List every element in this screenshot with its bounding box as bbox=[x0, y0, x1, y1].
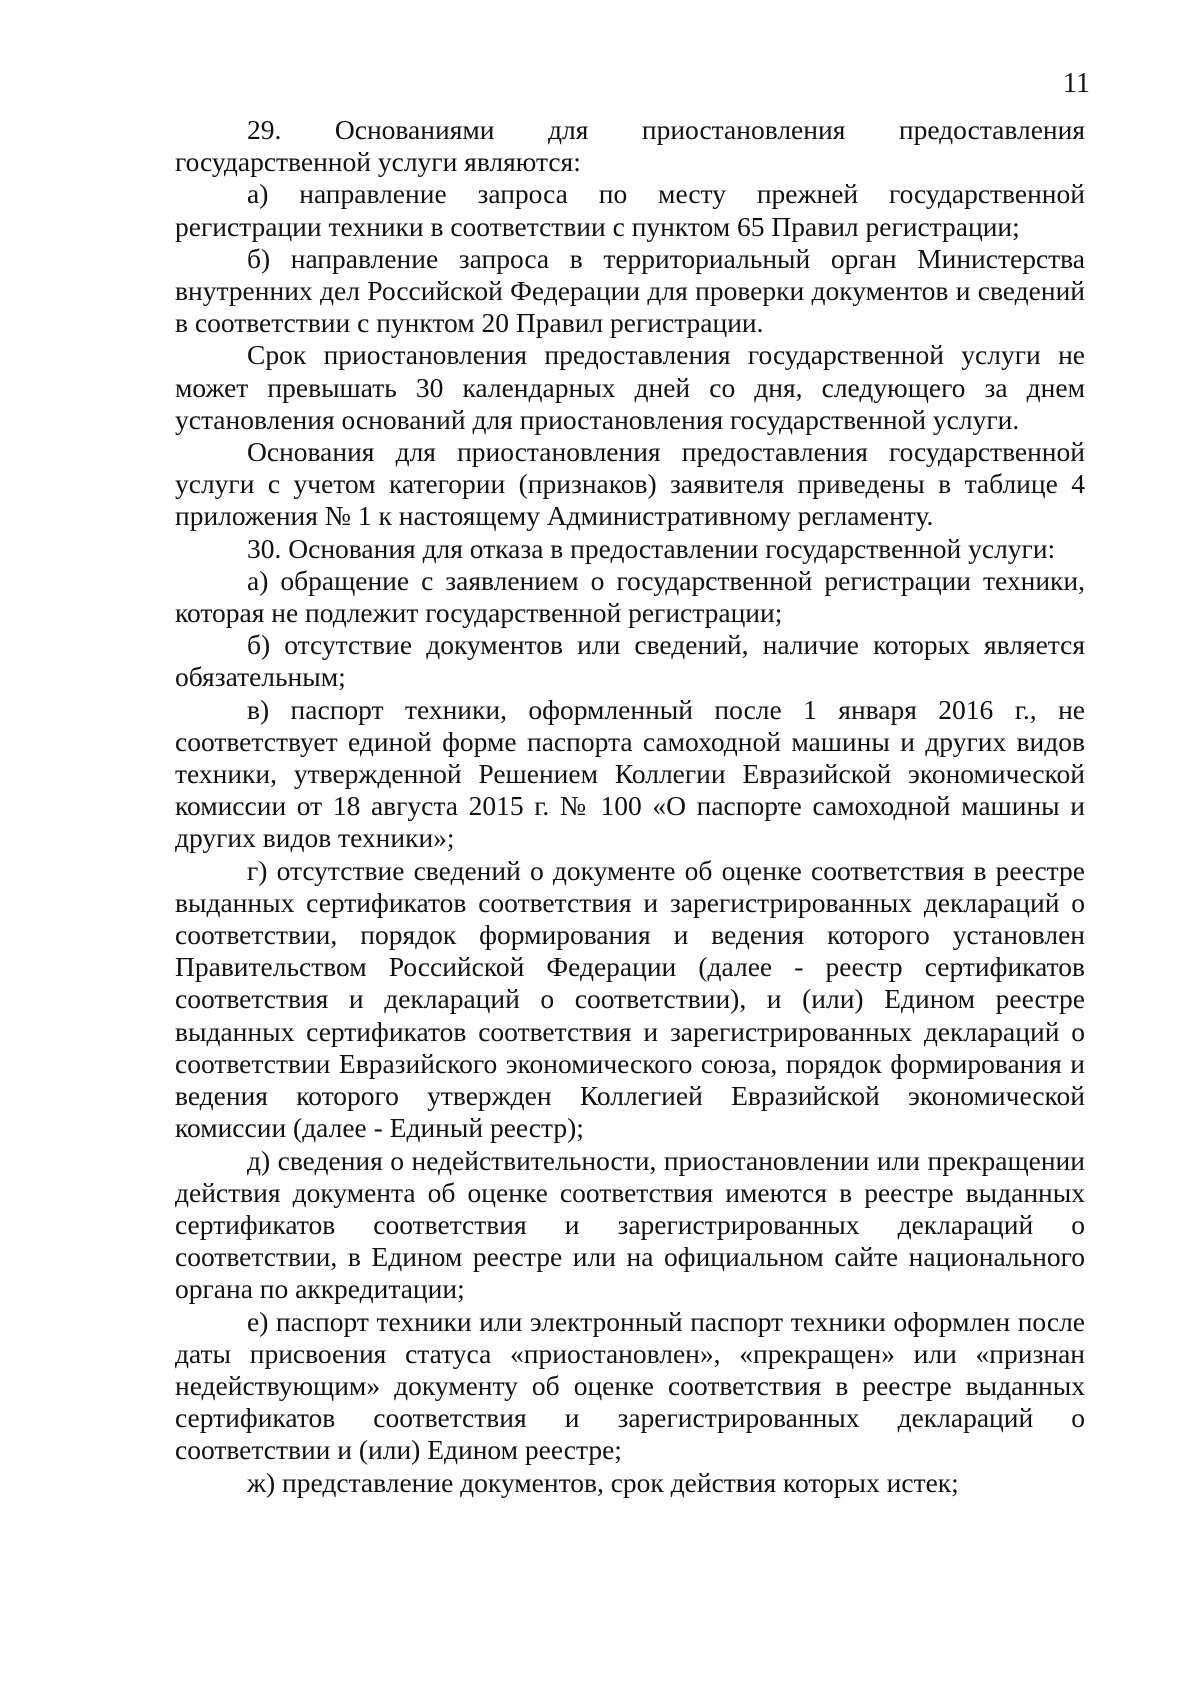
paragraph-30-v: в) паспорт техники, оформленный после 1 января 2016 г., не соответствует единой форме паспорта самоходной машины и других видов техники, утвержденной Решением Коллегии Евразийской экономической комиссии от 18 августа 2015 г. № 100 «О паспорте самоходной машины и других видов техники»; bbox=[175, 693, 1085, 854]
paragraph-suspension-term: Срок приостановления предоставления государственной услуги не может превышать 30 календарных дней со дня, следующего за днем установления оснований для приостановления государственной услуги. bbox=[175, 339, 1085, 435]
paragraph-30-a: а) обращение с заявлением о государственной регистрации техники, которая не подлежит государственной регистрации; bbox=[175, 564, 1085, 629]
page-number: 11 bbox=[1063, 68, 1090, 99]
paragraph-30-d: д) сведения о недействительности, приостановлении или прекращении действия документа об оценке соответствия имеются в реестре выданных сертификатов соответствия и зарегистрированных деклараций о соответствии, в Едином реестре или на официальном сайте национального органа по аккредитации; bbox=[175, 1144, 1085, 1305]
paragraph-30: 30. Основания для отказа в предоставлении государственной услуги: bbox=[247, 532, 1056, 564]
paragraph-30-zh: ж) представление документов, срок действия которых истек; bbox=[247, 1466, 959, 1498]
paragraph-30-e: е) паспорт техники или электронный паспорт техники оформлен после даты присвоения статуса «приостановлен», «прекращен» или «признан недействующим» документу об оценке соответствия в реестре выданных сертификатов соответствия и зарегистрированных деклараций о соответствии и (или) Едином реестре; bbox=[175, 1305, 1085, 1466]
paragraph-30-b: б) отсутствие документов или сведений, наличие которых является обязательным; bbox=[175, 629, 1085, 693]
document-body bbox=[175, 114, 1085, 1499]
paragraph-30-g: г) отсутствие сведений о документе об оценке соответствия в реестре выданных сертификатов соответствия и зарегистрированных деклараций о соответствии, порядок формирования и ведения которого установлен Правительством Российской Федерации (далее - реестр сертификатов соответствия и деклараций о соответствии), и (или) Едином реестре выданных сертификатов соответствия и зарегистрированных деклараций о соответствии Евразийского экономического союза, порядок формирования и ведения которого утвержден Коллегией Евразийской экономической комиссии (далее - Единый реестр); bbox=[175, 854, 1085, 1144]
paragraph-29-b: б) направление запроса в территориальный орган Министерства внутренних дел Российской Федерации для проверки документов и сведений в соответствии с пунктом 20 Правил регистрации. bbox=[175, 242, 1085, 339]
paragraph-29-a: а) направление запроса по месту прежней государственной регистрации техники в соответствии с пунктом 65 Правил регистрации; bbox=[175, 178, 1085, 242]
paragraph-suspension-grounds: Основания для приостановления предоставления государственной услуги с учетом категории (признаков) заявителя приведены в таблице 4 приложения № 1 к настоящему Административному регламенту. bbox=[175, 436, 1085, 532]
paragraph-29: 29. Основаниями для приостановления предоставления государственной услуги являются: bbox=[175, 114, 1085, 178]
